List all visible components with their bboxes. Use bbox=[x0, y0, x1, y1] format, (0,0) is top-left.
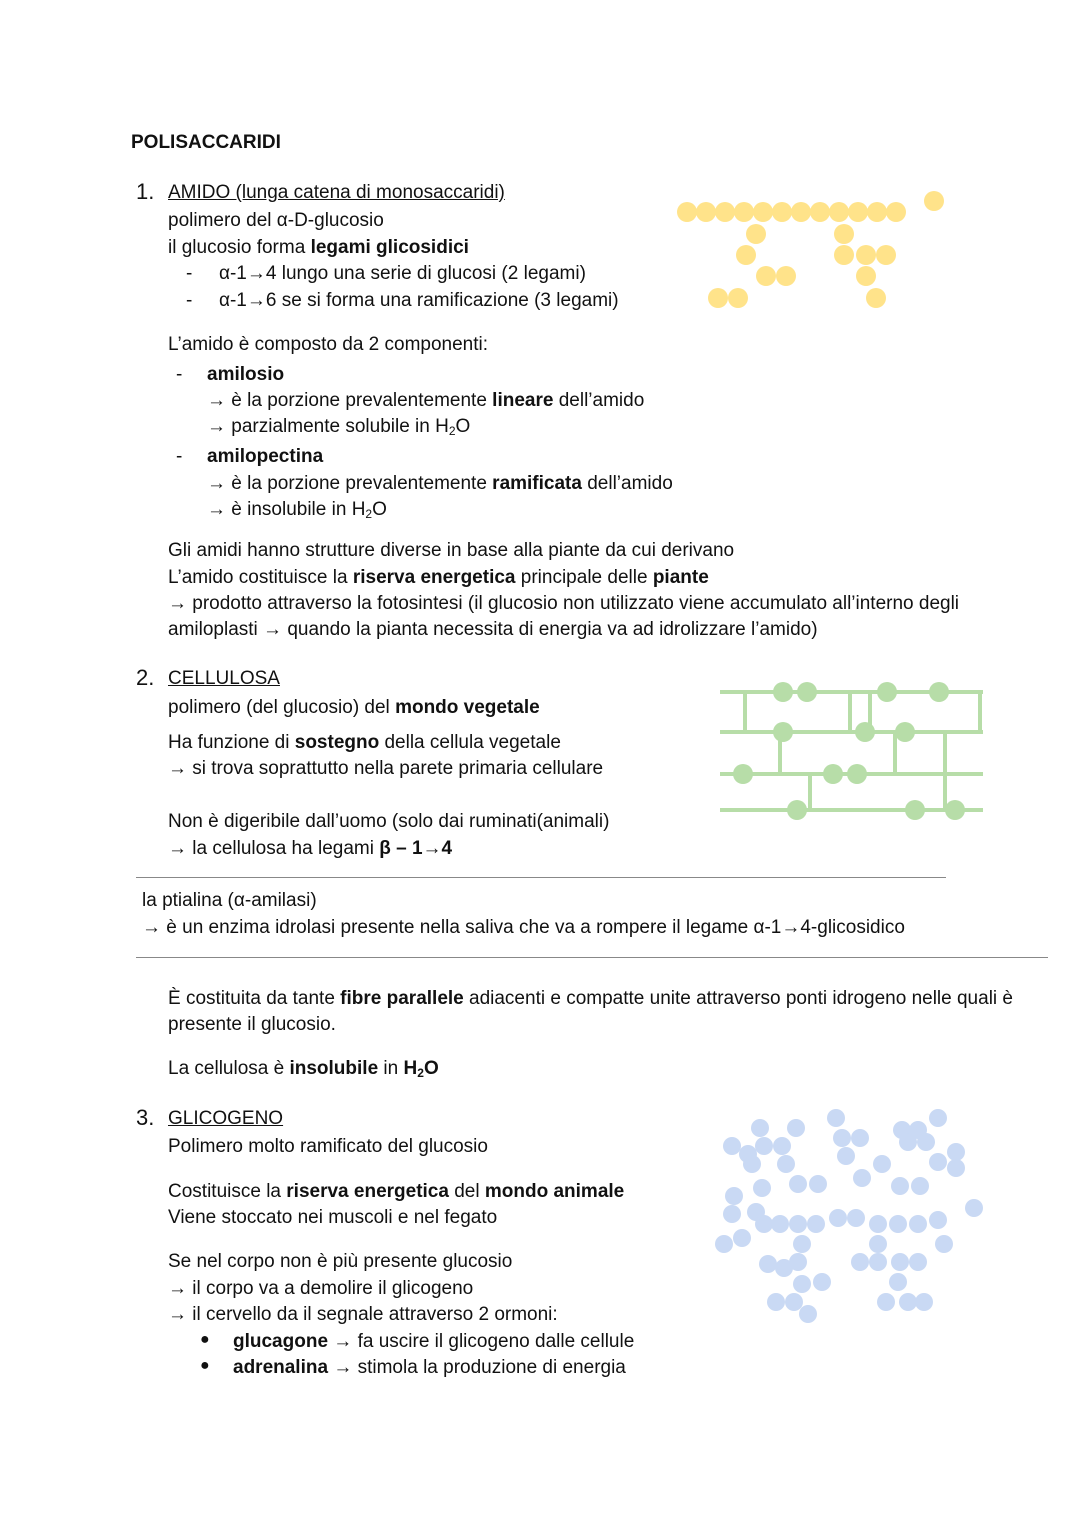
glucose-unit bbox=[734, 202, 754, 222]
bold-text: adrenalina bbox=[233, 1357, 329, 1378]
glucose-unit bbox=[696, 202, 716, 222]
divider bbox=[136, 877, 946, 878]
glucose-unit bbox=[767, 1293, 785, 1311]
text: principale delle bbox=[515, 567, 653, 588]
glucose-unit bbox=[851, 1129, 869, 1147]
bold-text: piante bbox=[652, 567, 709, 588]
dash: - bbox=[186, 290, 193, 311]
glucose-unit bbox=[728, 288, 748, 308]
glucose-unit bbox=[829, 202, 849, 222]
glucose-unit bbox=[856, 245, 876, 265]
subscript: 2 bbox=[448, 424, 456, 438]
glucose-unit bbox=[756, 266, 776, 286]
glucose-unit bbox=[771, 1215, 789, 1233]
glucose-unit bbox=[809, 1175, 827, 1193]
text: O bbox=[423, 1058, 439, 1079]
glucose-unit bbox=[915, 1293, 933, 1311]
glucose-unit bbox=[929, 1109, 947, 1127]
bold-text: glucagone bbox=[233, 1331, 329, 1352]
text-line bbox=[233, 1356, 626, 1380]
text-line: presente il glucosio. bbox=[168, 1014, 336, 1035]
text-line: → prodotto attraverso la fotosintesi (il glucosio non utilizzato viene accumulato all’interno degli bbox=[168, 593, 960, 614]
note-line: → è un enzima idrolasi presente nella saliva che va a rompere il legame α-1→4-glicosidico bbox=[142, 917, 905, 938]
text: È costituita da tante bbox=[168, 988, 341, 1009]
bullet: ● bbox=[200, 1357, 210, 1374]
text: → è la porzione prevalentemente bbox=[207, 390, 493, 411]
glucose-unit bbox=[708, 288, 728, 308]
text: H bbox=[403, 1058, 418, 1079]
section-number: 1. bbox=[136, 179, 155, 204]
term-amilosio: amilosio bbox=[207, 364, 285, 385]
glucose-unit bbox=[834, 224, 854, 244]
text: Ha funzione di bbox=[168, 732, 295, 753]
bold-text: legami glicosidici bbox=[310, 237, 469, 258]
glucose-unit bbox=[877, 682, 897, 702]
text: Costituisce la bbox=[168, 1181, 287, 1202]
glucose-unit bbox=[909, 1215, 927, 1233]
glucose-unit bbox=[856, 266, 876, 286]
text-line bbox=[168, 236, 469, 260]
text-line: L’amido è composto da 2 componenti: bbox=[168, 334, 489, 355]
text-line bbox=[168, 731, 561, 755]
glucose-unit bbox=[813, 1273, 831, 1291]
note-line: la ptialina (α-amilasi) bbox=[142, 890, 317, 911]
subscript: 2 bbox=[417, 1066, 424, 1080]
glucose-unit bbox=[847, 764, 867, 784]
text-line bbox=[168, 566, 709, 590]
dash: - bbox=[186, 263, 193, 284]
glucose-unit bbox=[866, 288, 886, 308]
glucose-unit bbox=[755, 1215, 773, 1233]
glucose-unit bbox=[751, 1119, 769, 1137]
glucose-unit bbox=[733, 764, 753, 784]
bullet: ● bbox=[200, 1331, 210, 1348]
glucose-unit bbox=[947, 1159, 965, 1177]
glucose-unit bbox=[911, 1177, 929, 1195]
text: dell’amido bbox=[553, 390, 645, 411]
subscript: 2 bbox=[365, 507, 373, 521]
text-line: polimero del α-D-glucosio bbox=[168, 210, 384, 231]
text-line: Polimero molto ramificato del glucosio bbox=[168, 1136, 488, 1157]
glucose-unit bbox=[873, 1155, 891, 1173]
text: della cellula vegetale bbox=[379, 732, 561, 753]
glucose-unit bbox=[829, 1209, 847, 1227]
glucose-unit bbox=[736, 245, 756, 265]
glucose-unit bbox=[876, 245, 896, 265]
glucose-unit bbox=[935, 1235, 953, 1253]
glucose-unit bbox=[787, 800, 807, 820]
text-line: Non è digeribile dall’uomo (solo dai ruminati(animali) bbox=[168, 811, 610, 832]
text-line: Viene stoccato nei muscoli e nel fegato bbox=[168, 1207, 498, 1228]
glucose-unit bbox=[889, 1273, 907, 1291]
text: O bbox=[455, 416, 471, 437]
glucose-unit bbox=[773, 682, 793, 702]
glucose-unit bbox=[807, 1215, 825, 1233]
glucose-unit bbox=[789, 1215, 807, 1233]
text: il glucosio forma bbox=[168, 237, 311, 258]
heading-text: CELLULOSA bbox=[168, 668, 280, 689]
text-line: Gli amidi hanno strutture diverse in base alla piante da cui derivano bbox=[168, 540, 735, 561]
starch-diagram-icon bbox=[670, 185, 950, 315]
text: del bbox=[448, 1181, 485, 1202]
glucose-unit bbox=[827, 1109, 845, 1127]
bold-text: riserva energetica bbox=[286, 1181, 449, 1202]
text: in bbox=[378, 1058, 404, 1079]
glucose-unit bbox=[677, 202, 697, 222]
glucose-unit bbox=[723, 1137, 741, 1155]
text-line bbox=[207, 389, 644, 413]
bullet-text: α-1→4 lungo una serie di glucosi (2 legami) bbox=[219, 263, 586, 284]
glucose-unit bbox=[723, 1205, 741, 1223]
bold-text: mondo vegetale bbox=[395, 697, 540, 718]
text-line: → il corpo va a demolire il glicogeno bbox=[168, 1278, 474, 1299]
glucose-unit bbox=[891, 1177, 909, 1195]
glucose-unit bbox=[877, 1293, 895, 1311]
section-heading-glicogeno bbox=[168, 1107, 283, 1131]
glucose-unit bbox=[929, 1211, 947, 1229]
glucose-unit bbox=[772, 202, 792, 222]
text: → parzialmente solubile in H bbox=[207, 416, 449, 437]
glucose-unit bbox=[929, 682, 949, 702]
text-line: → si trova soprattutto nella parete primaria cellulare bbox=[168, 758, 604, 779]
glucose-unit bbox=[848, 202, 868, 222]
glucose-unit bbox=[945, 800, 965, 820]
glucose-unit bbox=[853, 1169, 871, 1187]
section-heading-amido bbox=[168, 181, 505, 205]
glycogen-diagram-icon bbox=[712, 1100, 992, 1320]
glucose-unit bbox=[965, 1199, 983, 1217]
text: La cellulosa è bbox=[168, 1058, 290, 1079]
glucose-unit bbox=[869, 1235, 887, 1253]
text-line bbox=[207, 472, 673, 496]
glucose-unit bbox=[733, 1229, 751, 1247]
glucose-unit bbox=[886, 202, 906, 222]
glucose-unit bbox=[793, 1275, 811, 1293]
text-line bbox=[168, 987, 1013, 1011]
text-line: → il cervello da il segnale attraverso 2 ormoni: bbox=[168, 1304, 558, 1325]
bullet-text: α-1→6 se si forma una ramificazione (3 legami) bbox=[219, 290, 619, 311]
glucose-unit bbox=[917, 1133, 935, 1151]
bold-text: ramificata bbox=[492, 473, 582, 494]
glucose-unit bbox=[793, 1235, 811, 1253]
glucose-unit bbox=[909, 1253, 927, 1271]
glucose-unit bbox=[895, 722, 915, 742]
glucose-unit bbox=[891, 1253, 909, 1271]
glucose-unit bbox=[715, 1235, 733, 1253]
text-line bbox=[168, 696, 540, 720]
text: → la cellulosa ha legami bbox=[168, 838, 380, 859]
section-heading-cellulosa bbox=[168, 667, 280, 691]
glucose-unit bbox=[869, 1253, 887, 1271]
glucose-unit bbox=[743, 1155, 761, 1173]
glucose-unit bbox=[755, 1137, 773, 1155]
text: O bbox=[372, 499, 387, 520]
glucose-unit bbox=[899, 1293, 917, 1311]
glucose-unit bbox=[810, 202, 830, 222]
glucose-unit bbox=[791, 202, 811, 222]
glucose-unit bbox=[855, 722, 875, 742]
divider bbox=[136, 957, 1048, 958]
heading-text: GLICOGENO bbox=[168, 1108, 284, 1129]
glucose-unit bbox=[947, 1143, 965, 1161]
bold-text: lineare bbox=[492, 390, 554, 411]
glucose-unit bbox=[834, 245, 854, 265]
glucose-unit bbox=[833, 1129, 851, 1147]
glucose-unit bbox=[787, 1119, 805, 1137]
glucose-unit bbox=[789, 1253, 807, 1271]
glucose-unit bbox=[823, 764, 843, 784]
page-title: POLISACCARIDI bbox=[131, 132, 281, 153]
heading-text: AMIDO (lunga catena di monosaccaridi) bbox=[168, 182, 505, 203]
dash: - bbox=[176, 364, 183, 385]
text-line bbox=[233, 1330, 634, 1354]
glucose-unit bbox=[837, 1147, 855, 1165]
bold-text: riserva energetica bbox=[352, 567, 516, 588]
glucose-unit bbox=[851, 1253, 869, 1271]
bold-text: mondo animale bbox=[484, 1181, 625, 1202]
text: → è insolubile in H bbox=[207, 499, 366, 520]
text-line bbox=[168, 1057, 439, 1081]
glucose-unit bbox=[725, 1187, 743, 1205]
glucose-unit bbox=[899, 1133, 917, 1151]
bold-text: insolubile bbox=[289, 1058, 379, 1079]
glucose-unit bbox=[776, 266, 796, 286]
glucose-unit bbox=[929, 1153, 947, 1171]
section-number: 2. bbox=[136, 665, 155, 690]
bold-text: sostegno bbox=[294, 732, 380, 753]
glucose-unit bbox=[889, 1215, 907, 1233]
dash: - bbox=[176, 446, 183, 467]
text: → stimola la produzione di energia bbox=[328, 1357, 626, 1378]
glucose-unit bbox=[715, 202, 735, 222]
text-line: amiloplasti → quando la pianta necessita di energia va ad idrolizzare l’amido) bbox=[168, 619, 818, 640]
text-line bbox=[168, 1180, 624, 1204]
term-amilopectina: amilopectina bbox=[207, 446, 324, 467]
text: → è la porzione prevalentemente bbox=[207, 473, 493, 494]
glucose-unit bbox=[773, 1137, 791, 1155]
glucose-unit bbox=[797, 682, 817, 702]
glucose-unit bbox=[785, 1293, 803, 1311]
glucose-unit bbox=[799, 1305, 817, 1323]
text-line bbox=[207, 498, 387, 522]
text: dell’amido bbox=[581, 473, 673, 494]
section-number: 3. bbox=[136, 1105, 155, 1130]
cellulose-diagram-icon bbox=[715, 680, 995, 820]
glucose-unit bbox=[924, 191, 944, 211]
glucose-unit bbox=[869, 1215, 887, 1233]
text-line bbox=[168, 837, 452, 861]
text: → fa uscire il glicogeno dalle cellule bbox=[328, 1331, 635, 1352]
glucose-unit bbox=[753, 1179, 771, 1197]
bold-text: fibre parallele bbox=[340, 988, 464, 1009]
glucose-unit bbox=[847, 1209, 865, 1227]
bold-text bbox=[404, 1058, 439, 1079]
text-line bbox=[207, 415, 470, 439]
glucose-unit bbox=[746, 224, 766, 244]
text: polimero (del glucosio) del bbox=[168, 697, 396, 718]
glucose-unit bbox=[905, 800, 925, 820]
glucose-unit bbox=[753, 202, 773, 222]
glucose-unit bbox=[789, 1175, 807, 1193]
glucose-unit bbox=[759, 1255, 777, 1273]
text-line: Se nel corpo non è più presente glucosio bbox=[168, 1251, 513, 1272]
bold-text: β – 1→4 bbox=[379, 838, 453, 859]
text: L’amido costituisce la bbox=[168, 567, 353, 588]
glucose-unit bbox=[777, 1155, 795, 1173]
glucose-unit bbox=[773, 722, 793, 742]
text: adiacenti e compatte unite attraverso ponti idrogeno nelle quali è bbox=[463, 988, 1013, 1009]
glucose-unit bbox=[867, 202, 887, 222]
